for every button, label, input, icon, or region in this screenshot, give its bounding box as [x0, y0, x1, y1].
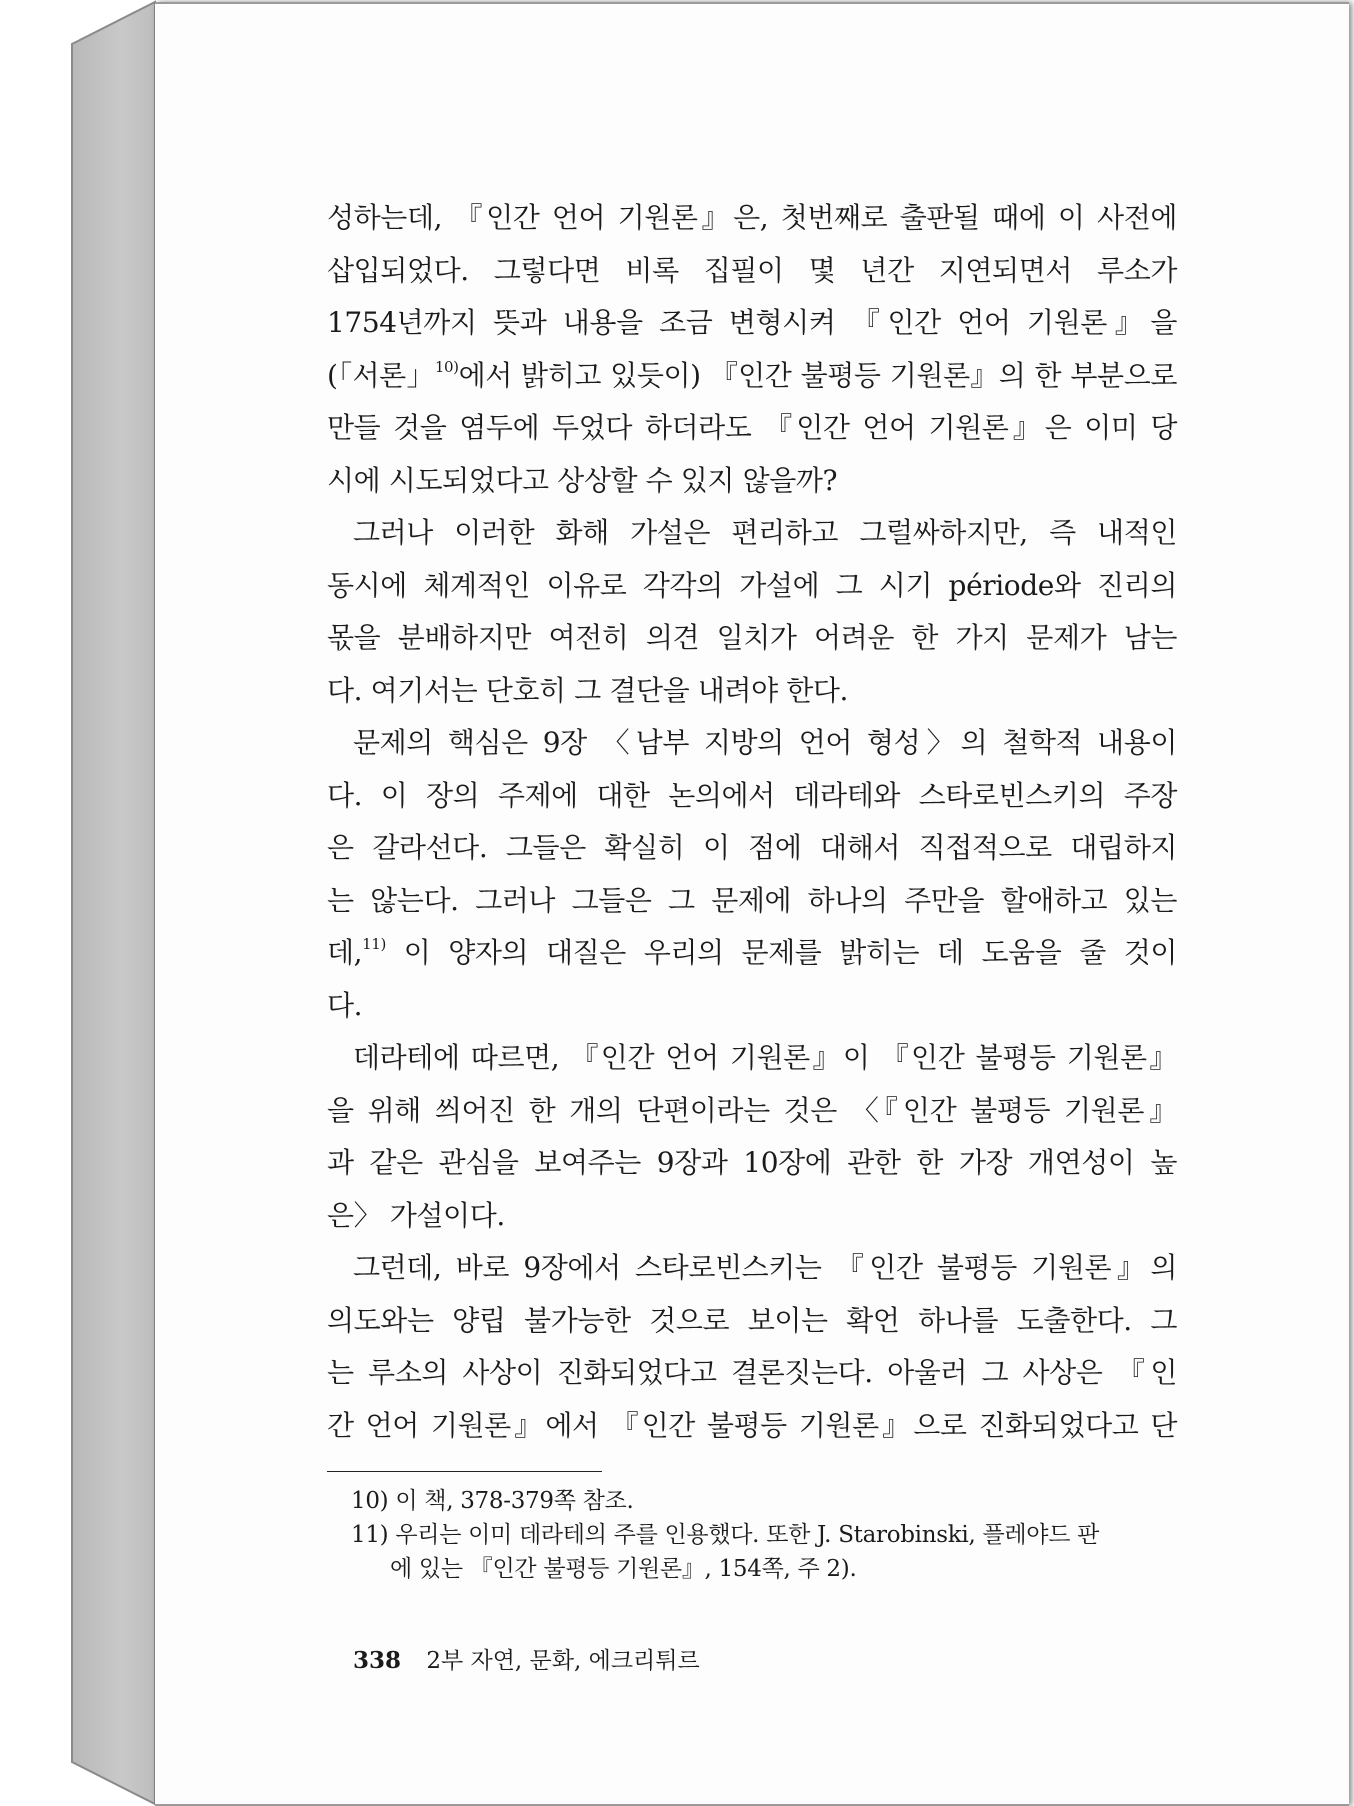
body-line: 문제의 핵심은 9장 〈남부 지방의 언어 형성〉의 철학적 내용이: [353, 726, 1177, 759]
body-line: 시에 시도되었다고 상상할 수 있지 않을까?: [327, 463, 838, 497]
body-line: 는 않는다. 그러나 그들은 그 문제에 하나의 주만을 할애하고 있는: [327, 883, 1177, 917]
running-title: 2부 자연, 문화, 에크리튀르: [426, 1648, 700, 1674]
body-line: [327, 350, 1177, 403]
body-line-part: (「서론」: [327, 358, 435, 392]
body-text: [327, 192, 1177, 1452]
footnote-rule: [327, 1471, 602, 1472]
body-line: 다. 여기서는 단호히 그 결단을 내려야 한다.: [327, 673, 849, 707]
book-spine: [0, 0, 160, 1806]
body-line: 과 같은 관심을 보여주는 9장과 10장에 관한 한 가장 개연성이 높: [327, 1146, 1177, 1179]
footnote-11: [351, 1518, 1179, 1586]
footnote-marker-10: 10): [434, 357, 459, 376]
body-line: 데라테에 따르면, 『인간 언어 기원론』이 『인간 불평등 기원론』: [353, 1041, 1177, 1074]
body-line: 그러나 이러한 화해 가설은 편리하고 그럴싸하지만, 즉 내적인: [353, 516, 1177, 549]
page-number: 338: [353, 1647, 402, 1674]
footnote-text: 이 책, 378-379쪽 참조.: [395, 1488, 634, 1514]
footnote-10: [351, 1484, 1179, 1518]
body-line-part: 에서 밝히고 있듯이) 『인간 불평등 기원론』의 한 부분으로: [458, 358, 1177, 392]
body-line-part: 데,: [327, 936, 363, 969]
footnote-number: 11): [351, 1522, 389, 1548]
body-line: 만들 것을 염두에 두었다 하더라도 『인간 언어 기원론』은 이미 당: [327, 411, 1177, 444]
page-footer: [353, 1642, 700, 1675]
body-line: 는 루소의 사상이 진화되었다고 결론짓는다. 아울러 그 사상은 『인: [327, 1356, 1177, 1389]
body-line: 을 위해 씌어진 한 개의 단편이라는 것은 〈『인간 불평등 기원론』: [327, 1093, 1177, 1127]
footnotes: [351, 1484, 1179, 1586]
body-line: 동시에 체계적인 이유로 각각의 가설에 그 시기 période와 진리의: [327, 568, 1177, 602]
footnote-number: 10): [351, 1488, 389, 1514]
body-line: 1754년까지 뜻과 내용을 조금 변형시켜 『인간 언어 기원론』을: [327, 306, 1177, 339]
footnote-text-continued: 에 있는 『인간 불평등 기원론』, 154쪽, 주 2).: [390, 1556, 857, 1582]
body-line: 간 언어 기원론』에서 『인간 불평등 기원론』으로 진화되었다고 단: [327, 1408, 1177, 1442]
body-line: 다. 이 장의 주제에 대한 논의에서 데라테와 스타로빈스키의 주장: [327, 778, 1177, 812]
body-line-part: 이 양자의 대질은 우리의 문제를 밝히는 데 도움을 줄 것이: [385, 936, 1177, 969]
body-line: 은〉 가설이다.: [327, 1198, 505, 1232]
body-line: [327, 927, 1177, 980]
body-line: 몫을 분배하지만 여전히 의견 일치가 어려운 한 가지 문제가 남는: [327, 621, 1177, 654]
body-line: 다.: [327, 988, 363, 1022]
book-page: [155, 2, 1349, 1806]
body-line: 의도와는 양립 불가능한 것으로 보이는 확언 하나를 도출한다. 그: [327, 1303, 1177, 1337]
body-line: 삽입되었다. 그렇다면 비록 집필이 몇 년간 지연되면서 루소가: [327, 253, 1177, 287]
footnote-text: 우리는 이미 데라테의 주를 인용했다. 또한 J. Starobinski, 플레야드 판: [395, 1522, 1100, 1548]
body-line: 성하는데, 『인간 언어 기원론』은, 첫번째로 출판될 때에 이 사전에: [327, 201, 1177, 234]
body-line: 은 갈라선다. 그들은 확실히 이 점에 대해서 직접적으로 대립하지: [327, 831, 1177, 864]
footnote-marker-11: 11): [362, 935, 386, 953]
body-line: 그런데, 바로 9장에서 스타로빈스키는 『인간 불평등 기원론』의: [353, 1251, 1177, 1284]
